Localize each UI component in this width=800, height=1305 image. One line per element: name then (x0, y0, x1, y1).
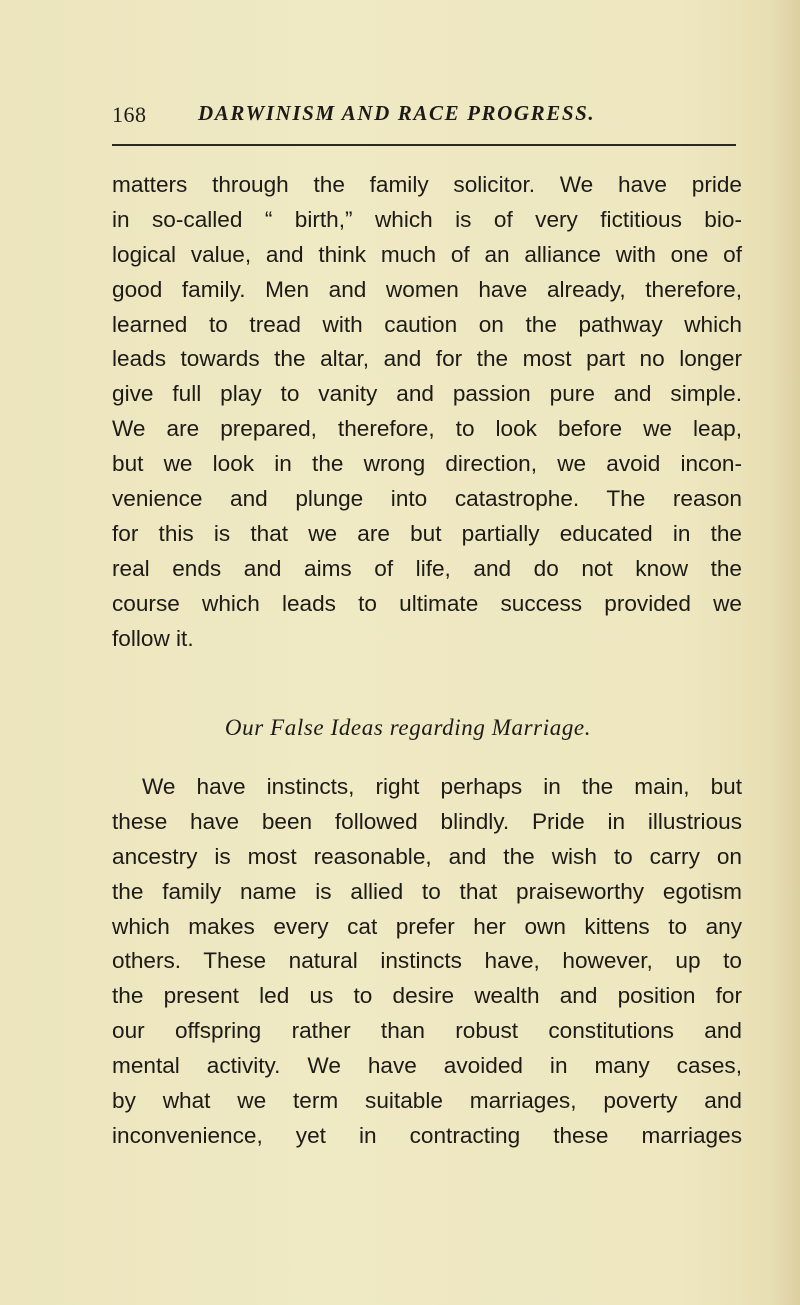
section-subheading: Our False Ideas regarding Marriage. (224, 715, 592, 740)
text-line: give full play to vanity and passion pure and simple. (112, 381, 742, 407)
text-line: learned to tread with caution on the pathway which (112, 311, 742, 337)
text-line: matters through the family solicitor. We have pride (112, 172, 742, 197)
text-line: in so-called “ birth,” which is of very fictitious bio- (112, 206, 742, 232)
text-line: We are prepared, therefore, to look before we leap, (112, 416, 742, 442)
text-line: We have instincts, right perhaps in the main, but (142, 774, 742, 799)
text-line: others. These natural instincts have, however, up to (112, 948, 742, 974)
text-line: course which leads to ultimate success provided we (112, 590, 742, 616)
page-edge-shadow (770, 0, 800, 1305)
text-line: our offspring rather than robust constitutions and (112, 1018, 742, 1044)
text-line: these have been followed blindly. Pride in illustrious (112, 808, 742, 834)
text-line: which makes every cat prefer her own kittens to any (112, 913, 742, 939)
page-number: 168 (112, 102, 147, 127)
text-line: real ends and aims of life, and do not know the (112, 555, 742, 581)
text-line: venience and plunge into catastrophe. The reason (112, 486, 742, 512)
paragraph-2 (112, 770, 742, 1154)
header-rule (112, 144, 736, 146)
text-line: mental activity. We have avoided in many cases, (112, 1053, 742, 1079)
text-line: inconvenience, yet in contracting these marriages (112, 1122, 742, 1148)
text-line: but we look in the wrong direction, we avoid incon- (112, 451, 742, 477)
text-line: good family. Men and women have already, therefore, (112, 276, 742, 302)
running-title: DARWINISM AND RACE PROGRESS. (198, 101, 596, 125)
text-line: follow it. (112, 625, 194, 651)
text-line: leads towards the altar, and for the most part no longer (112, 346, 742, 372)
text-line: ancestry is most reasonable, and the wish to carry on (112, 843, 742, 869)
text-line: for this is that we are but partially educated in the (112, 520, 742, 546)
text-line: by what we term suitable marriages, poverty and (112, 1088, 742, 1114)
page-header (112, 98, 744, 134)
text-line: the present led us to desire wealth and position for (112, 983, 742, 1009)
paragraph-1 (112, 168, 742, 656)
text-line: the family name is allied to that praiseworthy egotism (112, 878, 742, 904)
text-line: logical value, and think much of an alliance with one of (112, 241, 742, 267)
